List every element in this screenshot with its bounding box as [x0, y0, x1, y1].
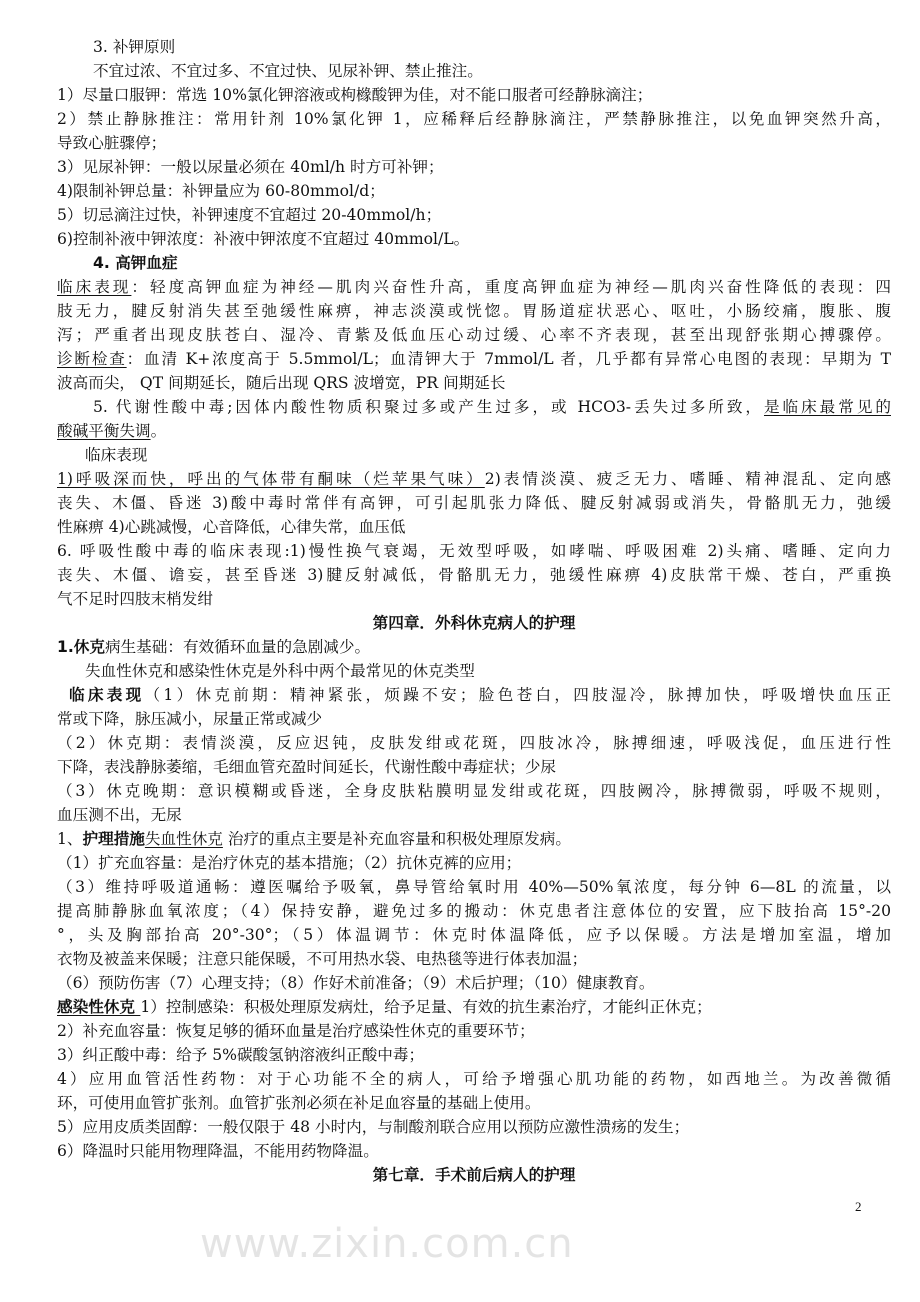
text-segment: 常或下降，脉压减小，尿量正常或减少 [57, 710, 323, 728]
underlined-text: 是临床最常见的 [763, 398, 891, 416]
text-segment: °，头及胸部抬高 20°-30°；（5）体温调节：休克时体温降低，应予以保暖。方法是增加室温，增加 [57, 926, 891, 944]
text-line [57, 395, 891, 419]
text-line [57, 347, 891, 371]
page-footer [0, 1195, 920, 1275]
text-segment: 3. 补钾原则 [93, 38, 176, 56]
text-line [57, 995, 891, 1019]
text-line [57, 371, 891, 395]
text-segment: （3）维持呼吸道通畅：遵医嘱给予吸氧，鼻导管给氧时用 40%—50%氧浓度，每分钟 6—8L 的流量，以 [57, 878, 891, 896]
text-line [57, 707, 891, 731]
watermark: www.zixin.com.cn [200, 1221, 574, 1267]
underlined-text: 临床表现 [57, 278, 132, 296]
text-line [57, 755, 891, 779]
text-segment: 血压测不出，无尿 [57, 806, 182, 824]
chapter-heading [57, 611, 891, 635]
text-segment: 6）降温时只能用物理降温，不能用药物降温。 [57, 1142, 379, 1160]
text-line [57, 107, 891, 131]
text-line [57, 467, 891, 491]
text-segment: 泻；严重者出现皮肤苍白、湿冷、青紫及低血压心动过缓、心率不齐表现，甚至出现舒张期心搏骤停。 [57, 326, 891, 344]
text-segment: 气不足时四肢末梢发绀 [57, 590, 213, 608]
text-segment: 临床表现 [85, 446, 148, 464]
text-segment: （3）休克晚期：意识模糊或昏迷，全身皮肤粘膜明显发绀或花斑，四肢阙冷，脉搏微弱，呼吸不规则， [57, 782, 892, 800]
text-segment: 波高而尖， QT 间期延长，随后出现 QRS 波增宽，PR 间期延长 [57, 374, 506, 392]
text-line [57, 587, 891, 611]
text-segment: ：血清 K+浓度高于 5.5mmol/L；血清钾大于 7mmol/L 者，几乎都有异常心电图的表现：早期为 T [126, 350, 891, 368]
text-line [57, 299, 891, 323]
chapter-heading [57, 1163, 891, 1187]
text-segment: 3）见尿补钾：一般以尿量必须在 40ml/h 时方可补钾； [57, 158, 444, 176]
text-line [57, 1139, 891, 1163]
text-line [57, 539, 891, 563]
text-line [57, 1067, 891, 1091]
bold-text: 临床表现 [69, 686, 145, 704]
text-segment: ：轻度高钾血症为神经—肌肉兴奋性升高，重度高钾血症为神经—肌肉兴奋性降低的表现：四 [131, 278, 891, 296]
text-segment: （6）预防伤害（7）心理支持；（8）作好术前准备；（9）术后护理；（10）健康教育。 [57, 974, 655, 992]
bold-text: 护理措施 [82, 830, 145, 848]
text-segment: 失血性休克和感染性休克是外科中两个最常见的休克类型 [85, 662, 475, 680]
underlined-text: 失血性休克 [144, 830, 223, 848]
text-line [57, 155, 891, 179]
text-segment: 性麻痹 4)心跳减慢，心音降低，心律失常，血压低 [57, 518, 406, 536]
text-line [57, 1091, 891, 1115]
text-segment: 提高肺静脉血氧浓度；（4）保持安静，避免过多的搬动：休克患者注意体位的安置，应下肢抬高 15°-20 [57, 902, 891, 920]
text-segment: 第四章．外科休克病人的护理 [372, 614, 576, 632]
text-line [57, 491, 891, 515]
text-line [57, 563, 891, 587]
text-line [57, 179, 891, 203]
section-heading [57, 35, 891, 59]
text-segment: 6. 呼吸性酸中毒的临床表现:1)慢性换气衰竭，无效型呼吸，如哮喘、呼吸困难 2)头痛、嗜睡、定向力 [57, 542, 891, 560]
text-segment: 6)控制补液中钾浓度：补液中钾浓度不宜超过 40mmol/L。 [57, 230, 470, 248]
text-segment: 衣物及被盖来保暖；注意只能保暖，不可用热水袋、电热毯等进行体表加温； [57, 950, 588, 968]
text-line [57, 899, 891, 923]
text-line [57, 1019, 891, 1043]
text-segment: 2）补充血容量：恢复足够的循环血量是治疗感染性休克的重要环节； [57, 1022, 535, 1040]
text-segment: 肢无力，腱反射消失甚至弛缓性麻痹，神志淡漠或恍惚。胃肠道症状恶心、呕吐，小肠绞痛，腹胀、腹 [57, 302, 891, 320]
text-segment: （1）休克前期：精神紧张，烦躁不安；脸色苍白，四肢湿冷，脉搏加快，呼吸增快血压正 [144, 686, 891, 704]
text-line [57, 923, 891, 947]
text-line [57, 827, 891, 851]
text-line [57, 851, 891, 875]
text-segment: 不宜过浓、不宜过多、不宜过快、见尿补钾、禁止推注。 [93, 62, 483, 80]
text-segment: 5）切忌滴注过快，补钾速度不宜超过 20-40mmol/h； [57, 206, 442, 224]
text-line [57, 1115, 891, 1139]
text-segment: 环，可使用血管扩张剂。血管扩张剂必须在补足血容量的基础上使用。 [57, 1094, 541, 1112]
text-segment: 导致心脏骤停； [57, 134, 167, 152]
text-segment: 第七章．手术前后病人的护理 [372, 1166, 576, 1184]
document-page [57, 0, 891, 1187]
text-line [57, 659, 891, 683]
text-segment: 。 [150, 422, 167, 440]
text-line [57, 971, 891, 995]
text-line [57, 683, 891, 707]
section-heading [57, 251, 891, 275]
text-segment: 2）禁止静脉推注：常用针剂 10%氯化钾 1，应稀释后经静脉滴注，严禁静脉推注，以免血钾突然升高， [57, 110, 891, 128]
text-line [57, 779, 891, 803]
text-line [57, 731, 891, 755]
text-segment: （2）休克期：表情淡漠，反应迟钝，皮肤发绀或花斑，四肢冰冷，脉搏细速，呼吸浅促，血压进行性 [57, 734, 891, 752]
text-line [57, 203, 891, 227]
text-segment: 丧失、木僵、谵妄，甚至昏迷 3)腱反射减低，骨骼肌无力，弛缓性麻痹 4)皮肤常干燥、苍白，严重换 [57, 566, 891, 584]
text-segment: 下降，表浅静脉萎缩，毛细血管充盈时间延长，代谢性酸中毒症状；少尿 [57, 758, 557, 776]
text-line [57, 227, 891, 251]
bold-text: 感染性休克 [57, 998, 141, 1016]
text-segment: 丧失、木僵、昏迷 3)酸中毒时常伴有高钾，可引起肌张力降低、腱反射减弱或消失，骨骼肌无力，弛缓 [57, 494, 891, 512]
text-segment: 4）应用血管活性药物：对于心功能不全的病人，可给予增强心肌功能的药物，如西地兰。为改善微循 [57, 1070, 891, 1088]
text-line [57, 515, 891, 539]
text-segment: 2)表情淡漠、疲乏无力、嗜睡、精神混乱、定向感 [484, 470, 891, 488]
text-line [57, 83, 891, 107]
text-line [57, 275, 891, 299]
text-line [57, 803, 891, 827]
text-segment: （1）扩充血容量：是治疗休克的基本措施；（2）抗休克裤的应用； [57, 854, 522, 872]
bold-text: 1.休克 [57, 638, 105, 656]
text-line [57, 59, 891, 83]
underlined-text: 1)呼吸深而快，呼出的气体带有酮味（烂苹果气味） [57, 470, 485, 488]
text-line [57, 635, 891, 659]
text-segment: 1）控制感染：积极处理原发病灶，给予足量、有效的抗生素治疗，才能纠正休克； [140, 998, 712, 1016]
text-segment: 治疗的重点主要是补充血容量和积极处理原发病。 [222, 830, 571, 848]
text-line [57, 323, 891, 347]
text-segment: 3）纠正酸中毒：给予 5%碳酸氢钠溶液纠正酸中毒； [57, 1046, 425, 1064]
underlined-text: 诊断检查 [57, 350, 127, 368]
text-segment: 5）应用皮质类固醇：一般仅限于 48 小时内，与制酸剂联合应用以预防应激性溃疡的发生； [57, 1118, 690, 1136]
text-segment: 4)限制补钾总量：补钾量应为 60-80mmol/d； [57, 182, 385, 200]
text-segment: 1、 [57, 830, 83, 848]
text-line [57, 443, 891, 467]
text-segment: 1）尽量口服钾：常选 10%氯化钾溶液或枸橼酸钾为佳，对不能口服者可经静脉滴注； [57, 86, 653, 104]
underlined-text: 酸碱平衡失调 [57, 422, 151, 440]
page-number: 2 [855, 1199, 862, 1214]
text-line [57, 131, 891, 155]
bold-text: 4. 高钾血症 [93, 254, 178, 272]
text-line [57, 875, 891, 899]
text-line [57, 419, 891, 443]
text-line [57, 947, 891, 971]
text-segment: 5. 代谢性酸中毒;因体内酸性物质积聚过多或产生过多，或 HCO3-丢失过多所致， [93, 398, 764, 416]
text-line [57, 1043, 891, 1067]
text-segment: 病生基础：有效循环血量的急剧减少。 [104, 638, 371, 656]
